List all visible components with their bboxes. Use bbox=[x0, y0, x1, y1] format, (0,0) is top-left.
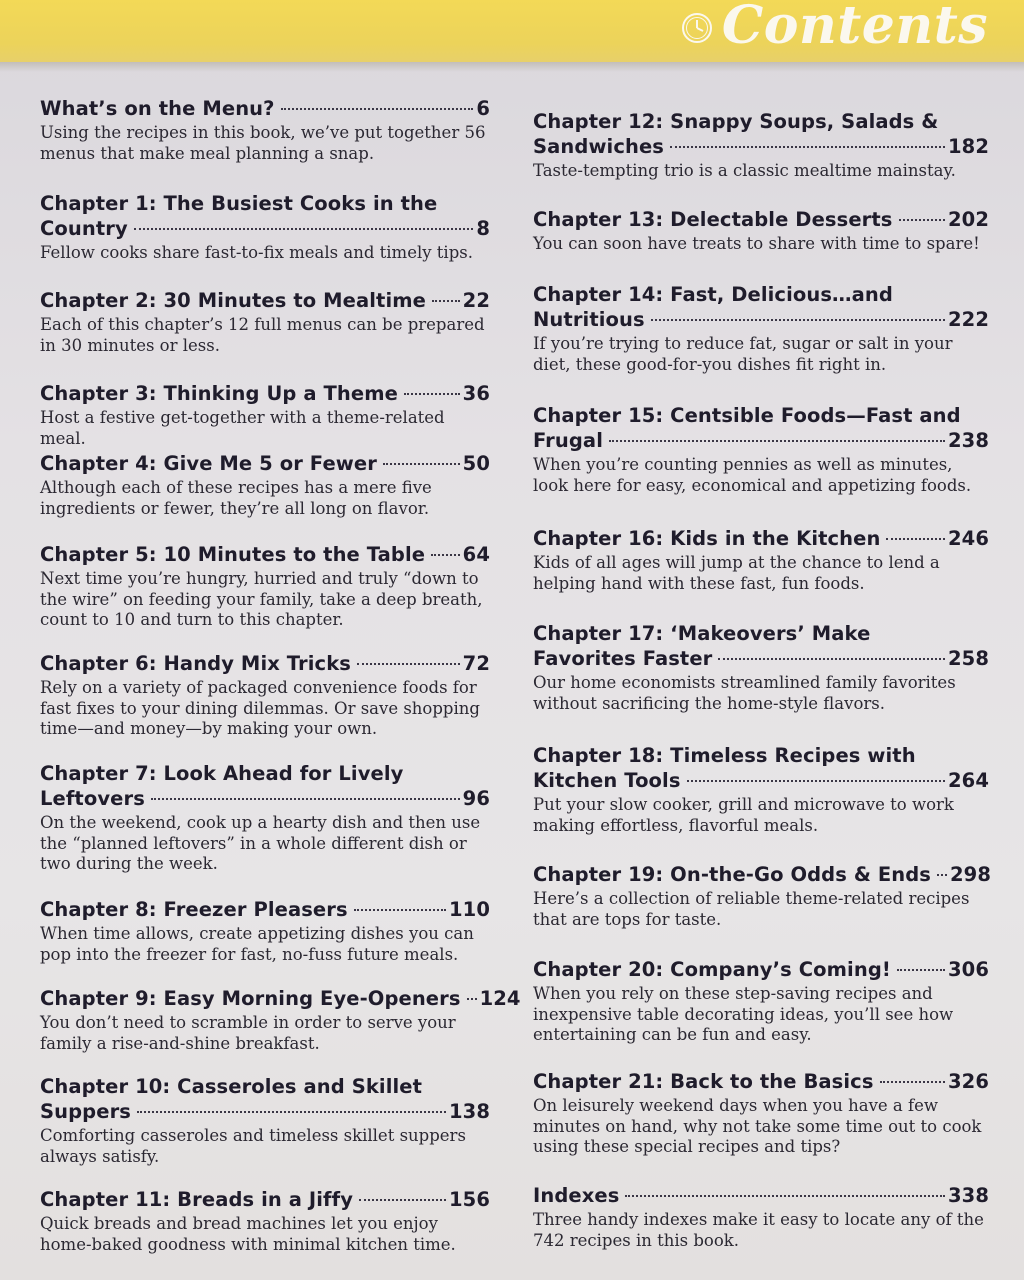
entry-description: Fellow cooks share fast-to-fix meals and timely tips. bbox=[40, 243, 473, 262]
page-number: 298 bbox=[950, 863, 992, 886]
dot-leader bbox=[651, 319, 945, 321]
entry-description: If you’re trying to reduce fat, sugar or salt in your diet, these good-for-you dishes fit right in. bbox=[533, 334, 953, 374]
dot-leader bbox=[625, 1195, 945, 1197]
entry-title: Chapter 3: Thinking Up a Theme bbox=[40, 382, 398, 405]
toc-entry[interactable] bbox=[533, 403, 989, 496]
dot-leader bbox=[404, 393, 460, 395]
entry-title-first-line: Chapter 18: Timeless Recipes with bbox=[533, 744, 916, 767]
dot-leader bbox=[467, 998, 477, 1000]
toc-entry[interactable] bbox=[40, 651, 490, 740]
entry-description: When you rely on these step-saving recipes and inexpensive table decorating ideas, you’ll see how entertaining can be fun and easy. bbox=[533, 984, 954, 1044]
page-number: 246 bbox=[947, 527, 989, 550]
entry-title: Chapter 19: On-the-Go Odds & Ends bbox=[533, 863, 932, 886]
dot-leader bbox=[137, 1111, 446, 1113]
toc-entry[interactable] bbox=[533, 526, 989, 594]
page-title: Contents bbox=[721, 0, 988, 56]
dot-leader bbox=[357, 663, 460, 665]
dot-leader bbox=[718, 658, 945, 660]
entry-title-first-line: Chapter 15: Centsible Foods—Fast and bbox=[533, 404, 961, 427]
page-number: 138 bbox=[448, 1100, 490, 1123]
entry-title: Chapter 20: Company’s Coming! bbox=[533, 958, 891, 981]
dot-leader bbox=[670, 146, 945, 148]
dot-leader bbox=[432, 300, 460, 302]
toc-entry[interactable] bbox=[40, 542, 490, 631]
toc-entry[interactable] bbox=[40, 191, 490, 264]
entry-description: Next time you’re hungry, hurried and truly “down to the wire” on feeding your family, take a deep breath, count to 10 and turn to this chapter. bbox=[40, 569, 483, 629]
page-heading bbox=[680, 0, 988, 56]
dot-leader bbox=[431, 554, 460, 556]
entry-title: Leftovers bbox=[40, 787, 145, 810]
page-number: 96 bbox=[462, 787, 490, 810]
toc-entry[interactable] bbox=[533, 282, 989, 375]
entry-title: Chapter 11: Breads in a Jiffy bbox=[40, 1188, 354, 1211]
toc-entry[interactable] bbox=[533, 1183, 989, 1251]
entry-description: Although each of these recipes has a mere five ingredients or fewer, they’re all long on flavor. bbox=[40, 478, 432, 518]
toc-entry[interactable] bbox=[533, 109, 989, 182]
page-number: 306 bbox=[947, 958, 989, 981]
entry-title: Chapter 5: 10 Minutes to the Table bbox=[40, 543, 426, 566]
toc-entry[interactable] bbox=[533, 621, 989, 714]
entry-title: Chapter 6: Handy Mix Tricks bbox=[40, 652, 351, 675]
toc-entry[interactable] bbox=[533, 743, 989, 836]
entry-title: Chapter 13: Delectable Desserts bbox=[533, 208, 893, 231]
dot-leader bbox=[687, 780, 945, 782]
page-number: 182 bbox=[947, 135, 989, 158]
page-number: 222 bbox=[947, 308, 989, 331]
page-number: 258 bbox=[947, 647, 989, 670]
dot-leader bbox=[383, 463, 460, 465]
entry-description: Our home economists streamlined family favorites without sacrificing the home-style flavors. bbox=[533, 673, 956, 713]
entry-title: Country bbox=[40, 217, 128, 240]
page-number: 8 bbox=[476, 217, 490, 240]
dot-leader bbox=[151, 798, 460, 800]
toc-entry[interactable] bbox=[533, 1069, 989, 1158]
dot-leader bbox=[359, 1199, 446, 1201]
toc-entry[interactable] bbox=[533, 207, 989, 255]
entry-description: Using the recipes in this book, we’ve put together 56 menus that make meal planning a snap. bbox=[40, 123, 486, 163]
entry-title: Nutritious bbox=[533, 308, 645, 331]
page-number: 238 bbox=[947, 429, 989, 452]
dot-leader bbox=[880, 1081, 945, 1083]
dot-leader bbox=[281, 108, 474, 110]
entry-title-first-line: Chapter 10: Casseroles and Skillet bbox=[40, 1075, 423, 1098]
entry-title-first-line: Chapter 17: ‘Makeovers’ Make bbox=[533, 622, 871, 645]
page-number: 72 bbox=[462, 652, 490, 675]
entry-title: Chapter 21: Back to the Basics bbox=[533, 1070, 874, 1093]
entry-description: On leisurely weekend days when you have a few minutes on hand, why not take some time out to cook using these special recipes and tips? bbox=[533, 1096, 982, 1156]
entry-description: You can soon have treats to share with time to spare! bbox=[533, 234, 980, 253]
toc-entry[interactable] bbox=[40, 96, 490, 164]
entry-title: Sandwiches bbox=[533, 135, 665, 158]
entry-description: Here’s a collection of reliable theme-related recipes that are tops for taste. bbox=[533, 889, 970, 929]
toc-entry[interactable] bbox=[533, 862, 992, 930]
toc-entry[interactable] bbox=[40, 986, 521, 1054]
entry-description: Kids of all ages will jump at the chance to lend a helping hand with these fast, fun foods. bbox=[533, 553, 940, 593]
entry-title: Chapter 2: 30 Minutes to Mealtime bbox=[40, 289, 426, 312]
entry-description: When time allows, create appetizing dishes you can pop into the freezer for fast, no-fuss future meals. bbox=[40, 924, 474, 964]
entry-title: What’s on the Menu? bbox=[40, 97, 275, 120]
entry-title: Kitchen Tools bbox=[533, 769, 681, 792]
dot-leader bbox=[937, 874, 947, 876]
page-number: 202 bbox=[947, 208, 989, 231]
page-number: 110 bbox=[448, 898, 490, 921]
toc-entry[interactable] bbox=[40, 451, 490, 519]
entry-description: Put your slow cooker, grill and microwave to work making effortless, flavorful meals. bbox=[533, 795, 954, 835]
toc-entry[interactable] bbox=[40, 1187, 490, 1255]
dot-leader bbox=[609, 440, 945, 442]
entry-title: Suppers bbox=[40, 1100, 131, 1123]
entry-title-first-line: Chapter 12: Snappy Soups, Salads & bbox=[533, 110, 939, 133]
entry-description: Each of this chapter’s 12 full menus can be prepared in 30 minutes or less. bbox=[40, 315, 485, 355]
dot-leader bbox=[134, 228, 474, 230]
page-number: 338 bbox=[947, 1184, 989, 1207]
entry-description: You don’t need to scramble in order to serve your family a rise-and-shine breakfast. bbox=[40, 1013, 456, 1053]
toc-entry[interactable] bbox=[40, 1074, 490, 1167]
dot-leader bbox=[354, 909, 446, 911]
entry-title-first-line: Chapter 7: Look Ahead for Lively bbox=[40, 762, 404, 785]
page-number: 50 bbox=[462, 452, 490, 475]
page-number: 156 bbox=[448, 1188, 490, 1211]
page-number: 36 bbox=[462, 382, 490, 405]
entry-title: Favorites Faster bbox=[533, 647, 713, 670]
page-number: 64 bbox=[462, 543, 490, 566]
entry-title: Indexes bbox=[533, 1184, 620, 1207]
page-number: 22 bbox=[462, 289, 490, 312]
page-number: 124 bbox=[479, 987, 521, 1010]
dot-leader bbox=[886, 538, 945, 540]
entry-title: Chapter 8: Freezer Pleasers bbox=[40, 898, 348, 921]
toc-entry[interactable] bbox=[40, 897, 490, 965]
entry-description: Host a festive get-together with a theme-related meal. bbox=[40, 408, 445, 448]
entry-title: Chapter 4: Give Me 5 or Fewer bbox=[40, 452, 377, 475]
toc-entry[interactable] bbox=[40, 761, 490, 875]
page-number: 6 bbox=[476, 97, 490, 120]
toc-entry[interactable] bbox=[40, 381, 490, 449]
toc-entry[interactable] bbox=[533, 957, 989, 1046]
page-number: 264 bbox=[947, 769, 989, 792]
header-shadow bbox=[0, 62, 1024, 72]
entry-description: Rely on a variety of packaged convenience foods for fast fixes to your dining dilemmas. Or save shopping time—and money—by making your own. bbox=[40, 678, 480, 738]
entry-title-first-line: Chapter 1: The Busiest Cooks in the bbox=[40, 192, 438, 215]
entry-description: Taste-tempting trio is a classic mealtime mainstay. bbox=[533, 161, 956, 180]
clock-icon bbox=[680, 11, 714, 45]
dot-leader bbox=[899, 219, 945, 221]
entry-description: Quick breads and bread machines let you enjoy home-baked goodness with minimal kitchen time. bbox=[40, 1214, 456, 1254]
page-number: 326 bbox=[947, 1070, 989, 1093]
dot-leader bbox=[897, 969, 945, 971]
entry-title: Chapter 9: Easy Morning Eye-Openers bbox=[40, 987, 461, 1010]
entry-description: Three handy indexes make it easy to locate any of the 742 recipes in this book. bbox=[533, 1210, 984, 1250]
entry-description: Comforting casseroles and timeless skillet suppers always satisfy. bbox=[40, 1126, 466, 1166]
entry-title-first-line: Chapter 14: Fast, Delicious…and bbox=[533, 283, 893, 306]
toc-entry[interactable] bbox=[40, 288, 490, 356]
entry-description: When you’re counting pennies as well as minutes, look here for easy, economical and appetizing foods. bbox=[533, 455, 972, 495]
entry-title: Chapter 16: Kids in the Kitchen bbox=[533, 527, 881, 550]
entry-title: Frugal bbox=[533, 429, 603, 452]
entry-description: On the weekend, cook up a hearty dish and then use the “planned leftovers” in a whole different dish or two during the week. bbox=[40, 813, 481, 873]
